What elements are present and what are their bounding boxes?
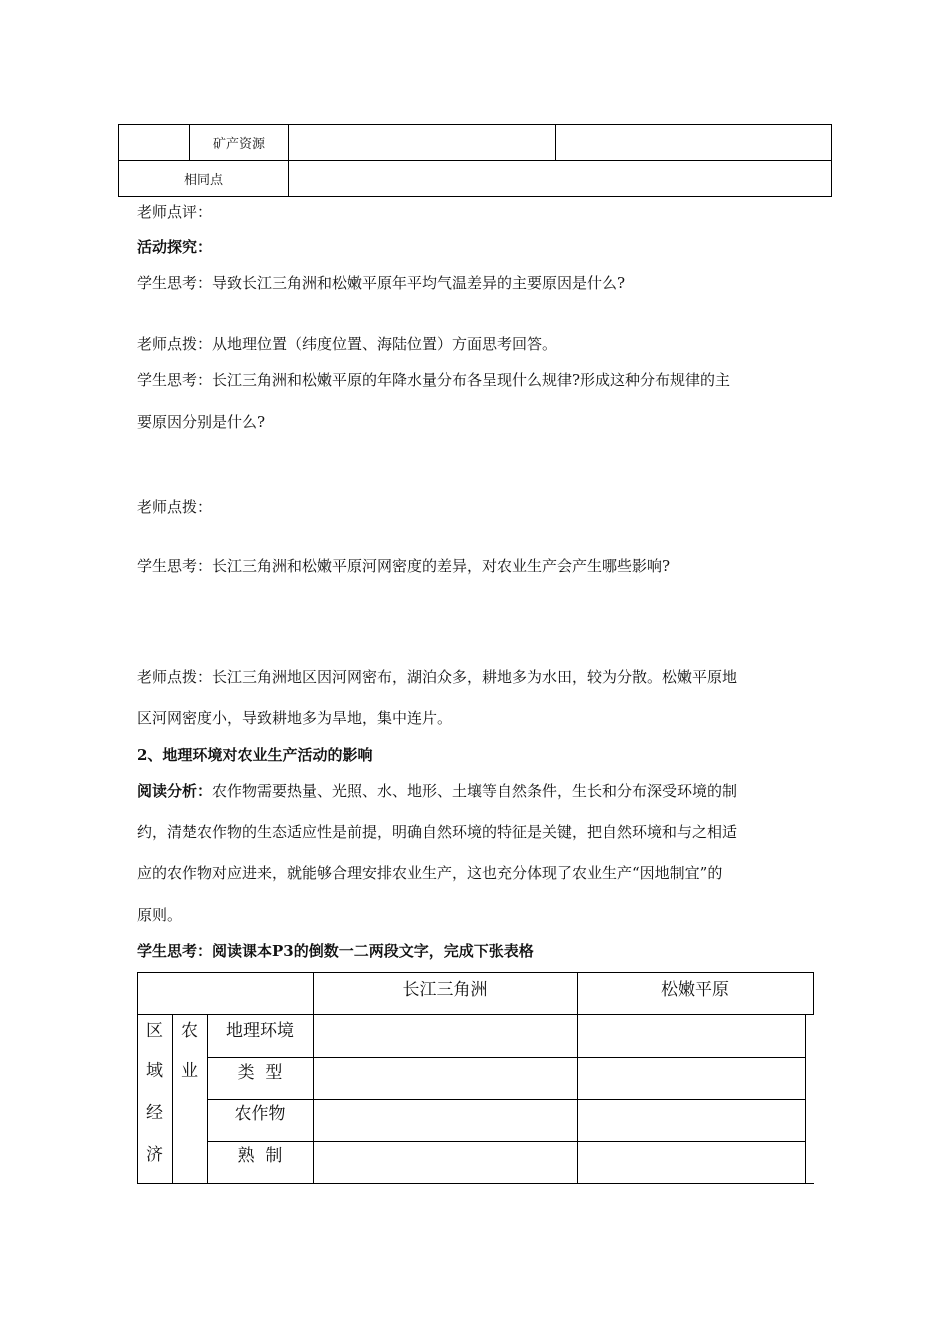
student-question-4: 学生思考：阅读课本P3的倒数一二两段文字，完成下张表格 xyxy=(137,942,534,960)
section-2-heading: 2、地理环境对农业生产活动的影响 xyxy=(137,746,373,764)
mineral-resources-label: 矿产资源 xyxy=(212,137,265,152)
student-question-3: 学生思考：长江三角洲和松嫩平原河网密度的差异，对农业生产会产生哪些影响? xyxy=(137,557,671,575)
table-line xyxy=(207,1099,805,1100)
reading-analysis-label: 阅读分析： xyxy=(137,782,213,800)
table-line xyxy=(813,972,814,1015)
table-line xyxy=(207,1057,805,1058)
teacher-hint-1: 老师点拨：从地理位置（纬度位置、海陆位置）方面思考回答。 xyxy=(137,335,558,353)
table-line xyxy=(313,972,314,1184)
row-label-type: 类 型 xyxy=(237,1063,283,1083)
row-label-crops: 农作物 xyxy=(234,1104,286,1124)
student-question-1: 学生思考：导致长江三角洲和松嫩平原年平均气温差异的主要原因是什么? xyxy=(137,274,626,292)
subgroup-label-char: 农 xyxy=(181,1021,198,1041)
row-label-cropping-system: 熟 制 xyxy=(237,1146,283,1166)
row-label-environment: 地理环境 xyxy=(226,1021,294,1041)
reading-analysis-line2: 约，清楚农作物的生态适应性是前提，明确自然环境的特征是关键，把自然环境和与之相适 xyxy=(137,823,738,841)
table-line xyxy=(207,1141,805,1142)
column-header-yangtze-delta: 长江三角洲 xyxy=(402,980,488,1000)
column-header-songnen-plain: 松嫩平原 xyxy=(661,980,729,1000)
group-label-char: 区 xyxy=(146,1021,163,1041)
group-label-char: 济 xyxy=(146,1145,163,1165)
student-question-2-line2: 要原因分别是什么? xyxy=(137,413,266,431)
table-line xyxy=(137,1014,814,1015)
similarities-label: 相同点 xyxy=(183,173,223,188)
teacher-hint-3-line1: 老师点拨：长江三角洲地区因河网密布，湖泊众多，耕地多为水田，较为分散。松嫩平原地 xyxy=(137,668,738,686)
student-question-2-line1: 学生思考：长江三角洲和松嫩平原的年降水量分布各呈现什么规律?形成这种分布规律的主 xyxy=(137,371,731,389)
reading-analysis-text: 农作物需要热量、光照、水、地形、土壤等自然条件，生长和分布深受环境的制 xyxy=(212,782,738,800)
table-line xyxy=(137,972,814,973)
reading-analysis-line3: 应的农作物对应进来，就能够合理安排农业生产，这也充分体现了农业生产“因地制宜”的 xyxy=(137,864,723,882)
table-line xyxy=(805,1014,806,1184)
group-label-char: 经 xyxy=(146,1103,163,1123)
table-line xyxy=(577,972,578,1184)
teacher-comment: 老师点评： xyxy=(137,203,213,221)
table-line xyxy=(137,1183,814,1184)
subgroup-label-char: 业 xyxy=(181,1061,198,1081)
group-label-char: 域 xyxy=(146,1061,163,1081)
teacher-hint-3-line2: 区河网密度小，导致耕地多为旱地，集中连片。 xyxy=(137,709,453,727)
reading-analysis-line4: 原则。 xyxy=(137,906,183,924)
teacher-hint-2: 老师点拨： xyxy=(137,498,213,516)
activity-title: 活动探究： xyxy=(137,238,213,256)
